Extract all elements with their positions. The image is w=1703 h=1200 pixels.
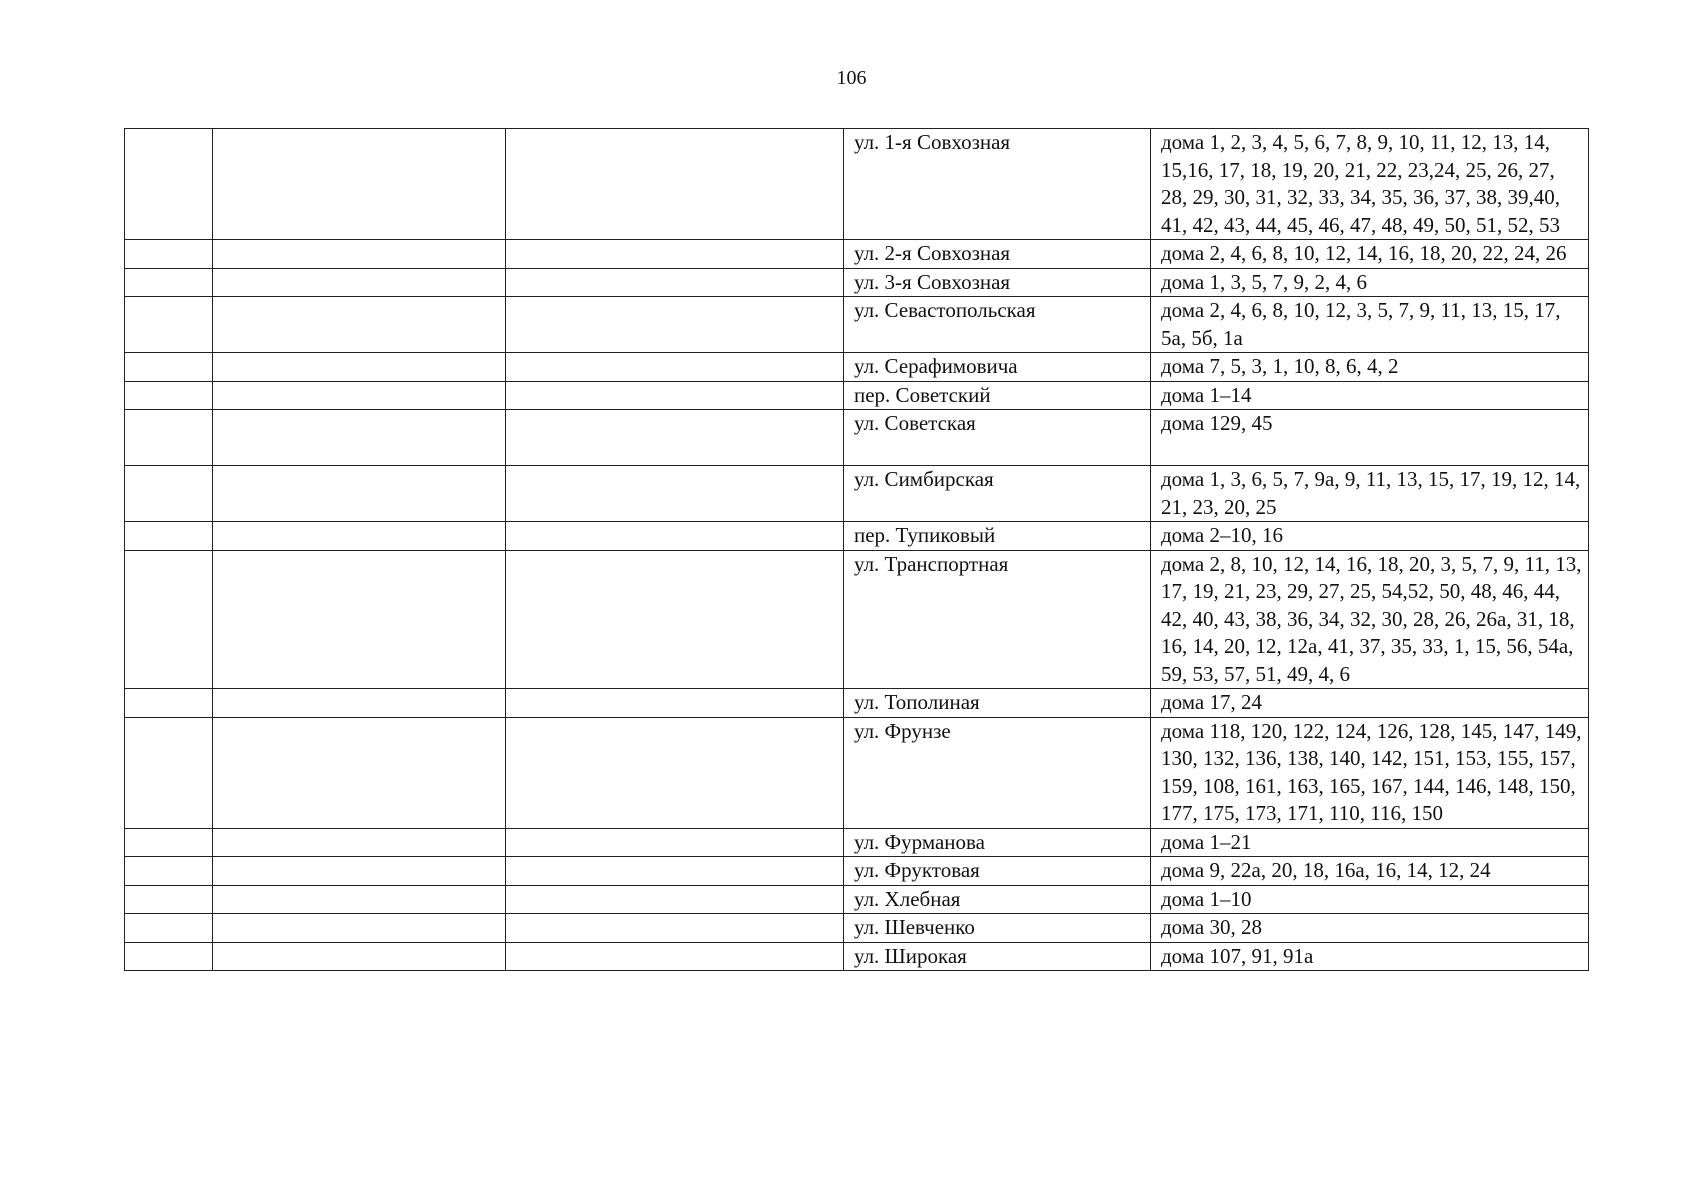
table-cell-empty [125,550,213,689]
table-row [125,466,1589,522]
table-cell-empty [125,914,213,943]
table-row [125,268,1589,297]
table-cell-empty [506,268,844,297]
table-cell-empty [125,942,213,971]
table-cell-empty [506,914,844,943]
street-cell: ул. Транспортная [844,550,1151,689]
houses-cell: дома 2, 4, 6, 8, 10, 12, 3, 5, 7, 9, 11, 13, 15, 17, 5а, 5б, 1а [1151,297,1589,353]
table-cell-empty [213,885,506,914]
table-cell-empty [506,297,844,353]
table-cell-empty [506,717,844,828]
table-cell-empty [506,410,844,466]
street-cell: ул. Серафимовича [844,353,1151,382]
table-row [125,942,1589,971]
table-cell-empty [125,353,213,382]
table-cell-empty [213,914,506,943]
street-cell: ул. Фруктовая [844,857,1151,886]
table-cell-empty [213,297,506,353]
table-row [125,522,1589,551]
table-row [125,381,1589,410]
houses-cell: дома 107, 91, 91а [1151,942,1589,971]
table-cell-empty [213,522,506,551]
table-row [125,353,1589,382]
houses-cell: дома 1, 2, 3, 4, 5, 6, 7, 8, 9, 10, 11, 12, 13, 14, 15,16, 17, 18, 19, 20, 21, 22, 23,24, 25, 26, 27, 28, 29, 30, 31, 32, 33, 34, 35, 36, 37, 38, 39,40, 41, 42, 43, 44, 45, 46, 47, 48, 49, 50, 51, 52, 53 [1151,129,1589,240]
table-cell-empty [213,466,506,522]
page-number: 106 [836,67,867,89]
table-cell-empty [125,410,213,466]
table-cell-empty [213,240,506,269]
street-cell: ул. Фрунзе [844,717,1151,828]
street-cell: ул. 3-я Совхозная [844,268,1151,297]
table-cell-empty [125,857,213,886]
table-cell-empty [506,129,844,240]
table-cell-empty [213,828,506,857]
houses-cell: дома 2, 8, 10, 12, 14, 16, 18, 20, 3, 5, 7, 9, 11, 13, 17, 19, 21, 23, 29, 27, 25, 54,52, 50, 48, 46, 44, 42, 40, 43, 38, 36, 34, 32, 30, 28, 26, 26а, 31, 18, 16, 14, 20, 12, 12а, 41, 37, 35, 33, 1, 15, 56, 54а, 59, 53, 57, 51, 49, 4, 6 [1151,550,1589,689]
houses-cell: дома 129, 45 [1151,410,1589,466]
table-row [125,129,1589,240]
table-cell-empty [213,689,506,718]
houses-cell: дома 1, 3, 5, 7, 9, 2, 4, 6 [1151,268,1589,297]
houses-cell: дома 9, 22а, 20, 18, 16а, 16, 14, 12, 24 [1151,857,1589,886]
houses-cell: дома 118, 120, 122, 124, 126, 128, 145, 147, 149, 130, 132, 136, 138, 140, 142, 151, 153, 155, 157, 159, 108, 161, 163, 165, 167, 144, 146, 148, 150, 177, 175, 173, 171, 110, 116, 150 [1151,717,1589,828]
table-row [125,689,1589,718]
street-cell: ул. Симбирская [844,466,1151,522]
table-cell-empty [506,885,844,914]
street-cell: ул. Широкая [844,942,1151,971]
houses-cell: дома 1–21 [1151,828,1589,857]
table-cell-empty [125,129,213,240]
houses-cell: дома 2, 4, 6, 8, 10, 12, 14, 16, 18, 20, 22, 24, 26 [1151,240,1589,269]
table-row [125,410,1589,466]
table-row [125,885,1589,914]
table-row [125,297,1589,353]
table-row [125,717,1589,828]
table-cell-empty [213,381,506,410]
table-cell-empty [125,240,213,269]
street-cell: ул. Шевченко [844,914,1151,943]
table-cell-empty [506,522,844,551]
table-cell-empty [213,942,506,971]
table-cell-empty [506,942,844,971]
table-cell-empty [506,689,844,718]
table-cell-empty [506,828,844,857]
houses-cell: дома 1, 3, 6, 5, 7, 9а, 9, 11, 13, 15, 17, 19, 12, 14, 21, 23, 20, 25 [1151,466,1589,522]
table-cell-empty [506,381,844,410]
table-row [125,914,1589,943]
street-cell: пер. Тупиковый [844,522,1151,551]
table-cell-empty [506,550,844,689]
houses-cell: дома 17, 24 [1151,689,1589,718]
table-cell-empty [213,410,506,466]
houses-cell: дома 7, 5, 3, 1, 10, 8, 6, 4, 2 [1151,353,1589,382]
houses-cell: дома 2–10, 16 [1151,522,1589,551]
table-cell-empty [506,353,844,382]
table-cell-empty [213,353,506,382]
table-cell-empty [125,828,213,857]
table-cell-empty [125,717,213,828]
street-cell: ул. Севастопольская [844,297,1151,353]
houses-cell: дома 1–14 [1151,381,1589,410]
street-cell: ул. 1-я Совхозная [844,129,1151,240]
street-cell: ул. 2-я Совхозная [844,240,1151,269]
table-cell-empty [125,522,213,551]
table-cell-empty [506,466,844,522]
table-cell-empty [506,240,844,269]
street-cell: пер. Советский [844,381,1151,410]
table-row [125,828,1589,857]
table-cell-empty [506,857,844,886]
street-cell: ул. Советская [844,410,1151,466]
address-table [124,128,1589,971]
street-cell: ул. Тополиная [844,689,1151,718]
table-cell-empty [213,268,506,297]
street-cell: ул. Хлебная [844,885,1151,914]
table-row [125,857,1589,886]
street-cell: ул. Фурманова [844,828,1151,857]
table-cell-empty [213,550,506,689]
table-row [125,240,1589,269]
table-cell-empty [125,885,213,914]
table-cell-empty [213,129,506,240]
table-cell-empty [125,268,213,297]
table-cell-empty [213,717,506,828]
houses-cell: дома 30, 28 [1151,914,1589,943]
table-row [125,550,1589,689]
houses-cell: дома 1–10 [1151,885,1589,914]
table-cell-empty [125,381,213,410]
table-cell-empty [125,689,213,718]
table-cell-empty [125,466,213,522]
table-cell-empty [213,857,506,886]
table-cell-empty [125,297,213,353]
